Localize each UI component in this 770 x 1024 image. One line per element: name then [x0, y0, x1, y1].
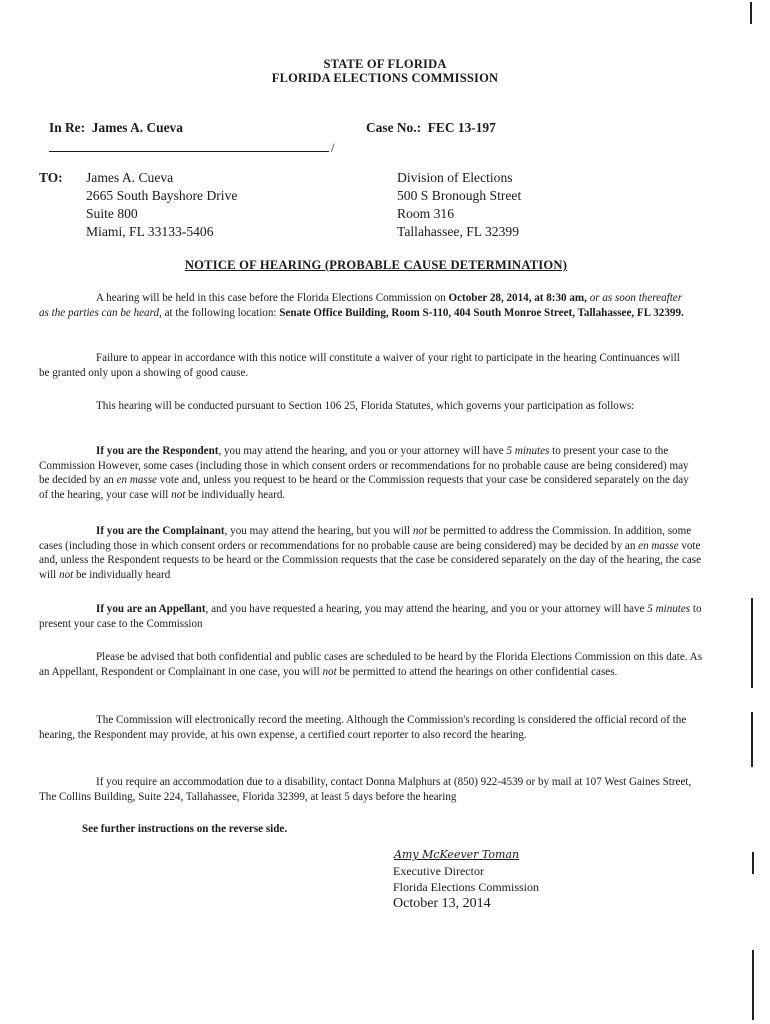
division-line: 500 S Bronough Street	[397, 188, 522, 203]
division-address	[397, 169, 521, 241]
paragraph-confidential: Please be advised that both confidential and public cases are scheduled to be heard by the Florida Elections Commission on this date. As an Appellant, Respondent or Complainant in one case, you will not be permitted to attend the hearings on other confidential cases.	[39, 651, 703, 678]
paragraph-complainant: If you are the Complainant, you may attend the hearing, but you will not be permitted to address the Commission. In addition, some cases (including those in which consent orders or recommendations for no probable cause are being considered) may be decided by an en masse vote and, unless the Respondent requests to be heard or the Commission requests that the case be considered separately on the day of the hearing, the case will not be individually heard	[39, 525, 702, 581]
scan-mark	[750, 2, 752, 24]
scan-mark	[751, 712, 753, 767]
paragraph-hearing-date: A hearing will be held in this case before the Florida Elections Commission on October 28, 2014, at 8:30 am, or as soon thereafter as the parties can be heard, at the following location: Senate Office Building, Room S-110, 404 South Monroe Street, Tallahassee, FL 32399.	[39, 292, 684, 319]
division-line: Division of Elections	[397, 170, 513, 185]
signature-role: Executive Director	[393, 864, 484, 878]
paragraph-respondent: If you are the Respondent, you may attend the hearing, and you or your attorney will have 5 minutes to present your case to the Commission However, some cases (including those in which consent orders or recommendations for no probable cause are being considered) may be decided by an en masse vote and, unless you request to be heard or the Commission requests that your case be considered separately on the day of the hearing, your case will not be individually heard.	[39, 445, 689, 501]
hearing-location: Senate Office Building, Room S-110, 404 South Monroe Street, Tallahassee, FL 32399.	[279, 306, 684, 319]
reverse-side-note: See further instructions on the reverse side.	[82, 823, 288, 835]
case-value: FEC 13-197	[427, 120, 496, 135]
header-line-2: FLORIDA ELECTIONS COMMISSION	[271, 71, 499, 85]
paragraph-failure-to-appear: Failure to appear in accordance with this notice will constitute a waiver of your right to participate in the hearing Continuances will be granted only upon a showing of good cause.	[39, 352, 680, 379]
signature-block	[393, 864, 539, 913]
paragraph-recording: The Commission will electronically record the meeting. Although the Commission's recording is considered the official record of the hearing, the Respondent may provide, at his own expense, a certified court reporter to also record the hearing.	[39, 714, 687, 741]
signature-org: Florida Elections Commission	[393, 879, 539, 894]
scan-mark	[752, 950, 754, 1020]
notice-title: NOTICE OF HEARING (PROBABLE CAUSE DETERMINATION)	[184, 258, 568, 272]
paragraph-appellant: If you are an Appellant, and you have requested a hearing, you may attend the hearing, and you or your attorney will have 5 minutes to present your case to the Commission	[39, 603, 702, 630]
case-number	[366, 120, 496, 136]
in-re-name: James A. Cueva	[91, 120, 183, 135]
in-re-slash: /	[331, 140, 335, 155]
paragraph-accommodation: If you require an accommodation due to a disability, contact Donna Malphurs at (850) 922-4539 or by mail at 107 West Gaines Street, The Collins Building, Suite 224, Tallahassee, Florida 32399, at least 5 days before the hearing	[39, 776, 692, 803]
to-label: TO:	[39, 170, 63, 185]
in-re-label: In Re:	[49, 120, 86, 135]
hearing-date: October 28, 2014, at 8:30 am,	[448, 292, 587, 304]
recipient-address	[86, 169, 237, 241]
paragraph-statute: This hearing will be conducted pursuant to Section 106 25, Florida Statutes, which governs your participation as follows:	[96, 400, 635, 412]
signature-date: October 13, 2014	[393, 896, 491, 912]
recipient-line: James A. Cueva	[86, 170, 174, 185]
scan-mark	[752, 852, 754, 874]
recipient-line: Miami, FL 33133-5406	[86, 224, 214, 239]
in-re-underline	[49, 151, 329, 152]
division-line: Tallahassee, FL 32399	[397, 224, 519, 239]
signature: Amy McKeever Toman	[394, 848, 520, 861]
in-re	[49, 120, 183, 136]
recipient-line: 2665 South Bayshore Drive	[86, 188, 238, 203]
division-line: Room 316	[397, 206, 455, 221]
header-line-1: STATE OF FLORIDA	[323, 57, 447, 71]
scan-mark	[751, 598, 753, 688]
recipient-line: Suite 800	[86, 206, 138, 221]
case-label: Case No.:	[366, 120, 422, 135]
